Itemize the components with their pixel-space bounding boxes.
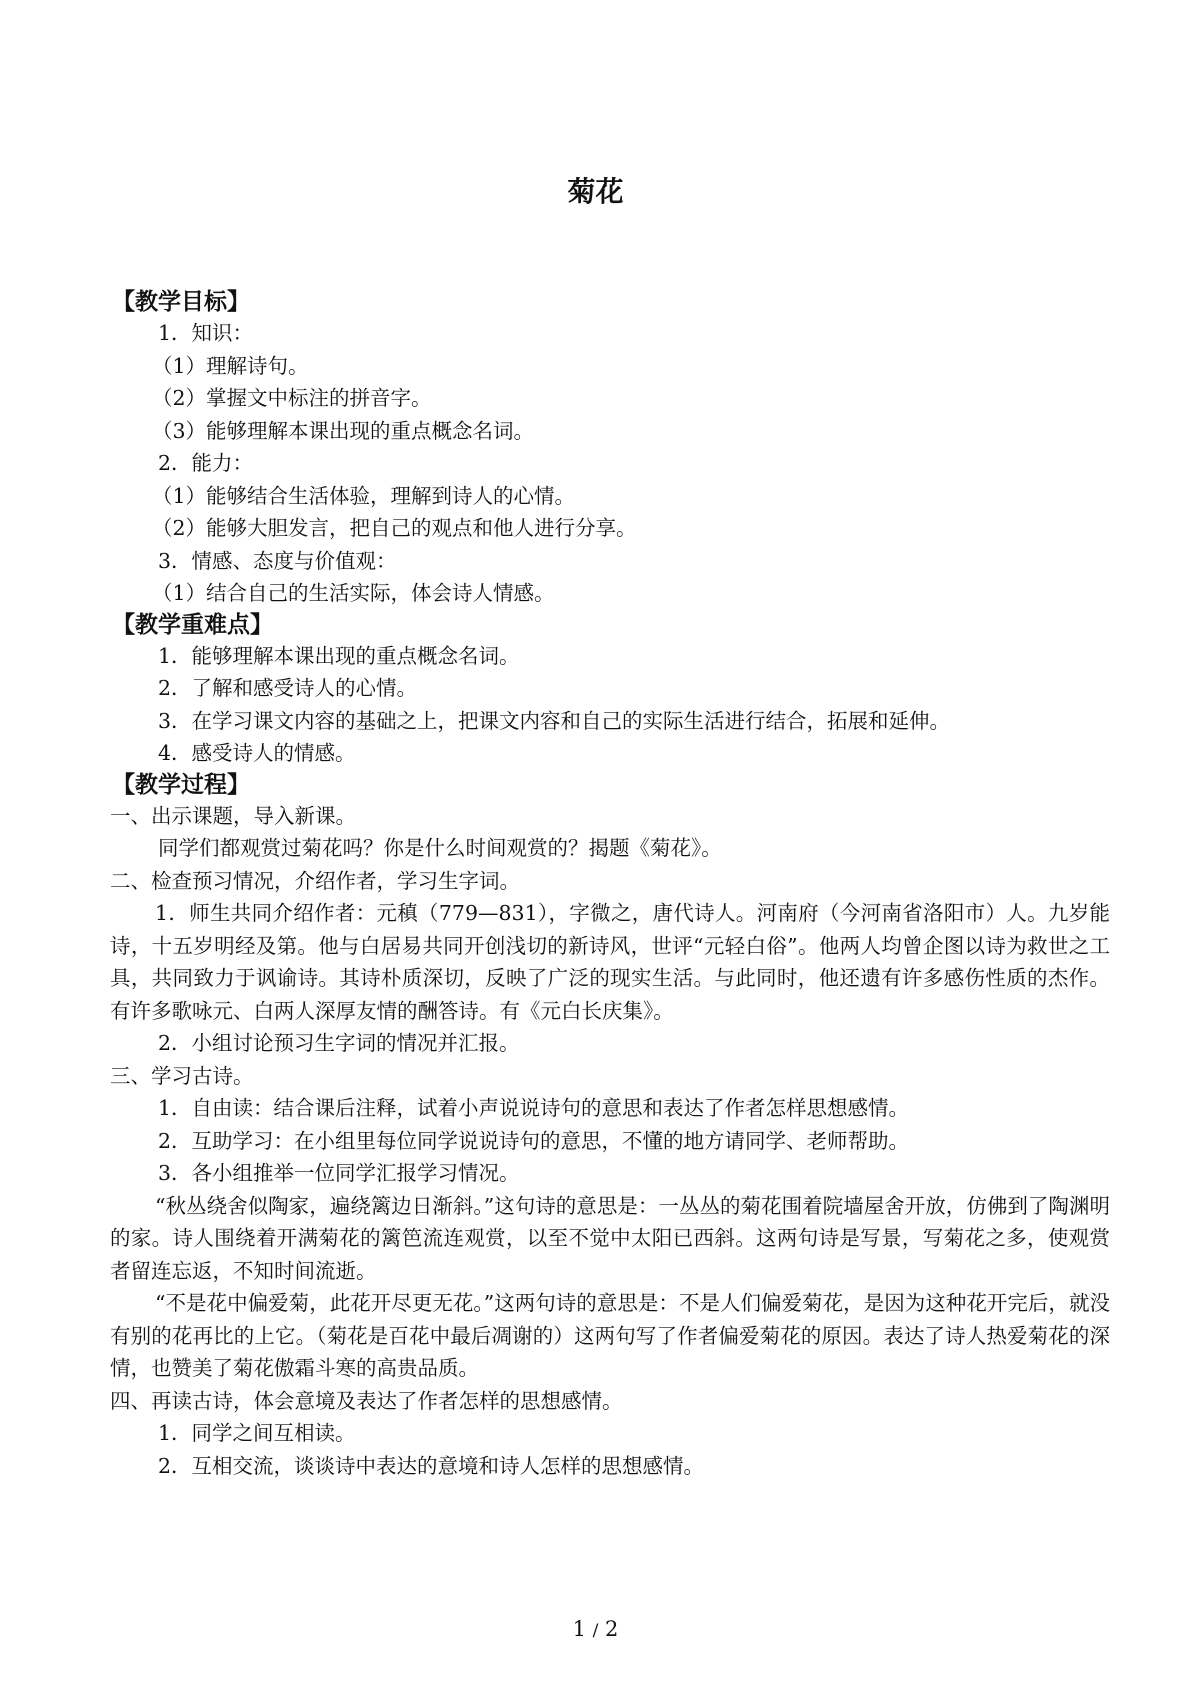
author-intro-paragraph: 1．师生共同介绍作者：元稹（779—831），字微之，唐代诗人。河南府（今河南省洛阳市）人。九岁能诗，十五岁明经及第。他与白居易共同开创浅切的新诗风，世评“元轻白俗”。他两人均曾企图以诗为救世之工具，共同致力于讽谕诗。其诗朴质深切，反映了广泛的现实生活。与此同时，他还遗有许多感伤性质的杰作。有许多歌咏元、白两人深厚友情的酬答诗。有《元白长庆集》。: [110, 901, 1110, 1023]
process-step-item: 3．各小组推举一位同学汇报学习情况。: [158, 1161, 520, 1185]
page-number-current: 1: [572, 1617, 586, 1641]
process-step-title: 二、检查预习情况，介绍作者，学习生字词。: [110, 868, 520, 893]
poem-explanation-paragraph: “不是花中偏爱菊，此花开尽更无花。”这两句诗的意思是：不是人们偏爱菊花，是因为这种花开完后，就没有别的花再比的上它。（菊花是百花中最后凋谢的）这两句写了作者偏爱菊花的原因。表达了诗人热爱菊花的深情，也赞美了菊花傲霜斗寒的高贵品质。: [110, 1291, 1110, 1380]
section-heading-process: 【教学过程】: [112, 771, 250, 798]
process-step-item: 2．互助学习：在小组里每位同学说说诗句的意思，不懂的地方请同学、老师帮助。: [158, 1128, 910, 1153]
poem-explanation-paragraph: “秋丛绕舍似陶家，遍绕篱边日渐斜。”这句诗的意思是：一丛丛的菊花围着院墙屋舍开放，仿佛到了陶渊明的家。诗人围绕着开满菊花的篱笆流连观赏，以至不觉中太阳已西斜。这两句诗是写景，写菊花之多，使观赏者留连忘返，不知时间流逝。: [110, 1193, 1110, 1283]
goals-knowledge-item: （1）理解诗句。: [152, 353, 309, 378]
key-point-item: 3．在学习课文内容的基础之上，把课文内容和自己的实际生活进行结合，拓展和延伸。: [158, 708, 951, 733]
goals-knowledge-item: （3）能够理解本课出现的重点概念名词。: [152, 418, 535, 443]
goals-knowledge-label: 1．知识：: [158, 321, 254, 345]
key-point-item: 1．能够理解本课出现的重点概念名词。: [158, 643, 520, 668]
process-step-text: 2．小组讨论预习生字词的情况并汇报。: [158, 1031, 520, 1055]
goals-knowledge-item: （2）掌握文中标注的拼音字。: [152, 386, 432, 410]
document-body: [110, 287, 1110, 1482]
process-step-title: 三、学习古诗。: [110, 1063, 254, 1088]
process-step-item: 1．自由读：结合课后注释，试着小声说说诗句的意思和表达了作者怎样思想感情。: [158, 1096, 910, 1120]
process-step-item: 2．互相交流，谈谈诗中表达的意境和诗人怎样的思想感情。: [158, 1453, 705, 1478]
process-step-item: 1．同学之间互相读。: [158, 1421, 356, 1445]
process-step-text: 同学们都观赏过菊花吗？你是什么时间观赏的？揭题《菊花》。: [158, 836, 722, 860]
goals-emotion-item: （1）结合自己的生活实际，体会诗人情感。: [152, 581, 555, 605]
page-number: [0, 1614, 1191, 1646]
goals-ability-item: （1）能够结合生活体验，理解到诗人的心情。: [152, 483, 576, 508]
process-step-title: 一、出示课题，导入新课。: [110, 803, 356, 828]
goals-ability-label: 2．能力：: [158, 451, 254, 475]
page-number-separator: /: [592, 1621, 599, 1641]
section-heading-goals: 【教学目标】: [112, 289, 250, 315]
section-heading-key-points: 【教学重难点】: [112, 611, 273, 638]
goals-emotion-label: 3．情感、态度与价值观：: [158, 548, 397, 573]
key-point-item: 2．了解和感受诗人的心情。: [158, 676, 418, 700]
key-point-item: 4．感受诗人的情感。: [158, 741, 356, 765]
page-number-total: 2: [605, 1617, 619, 1641]
page-title: 菊花: [567, 175, 624, 208]
goals-ability-item: （2）能够大胆发言，把自己的观点和他人进行分享。: [152, 516, 637, 540]
process-step-title: 四、再读古诗，体会意境及表达了作者怎样的思想感情。: [110, 1388, 623, 1413]
